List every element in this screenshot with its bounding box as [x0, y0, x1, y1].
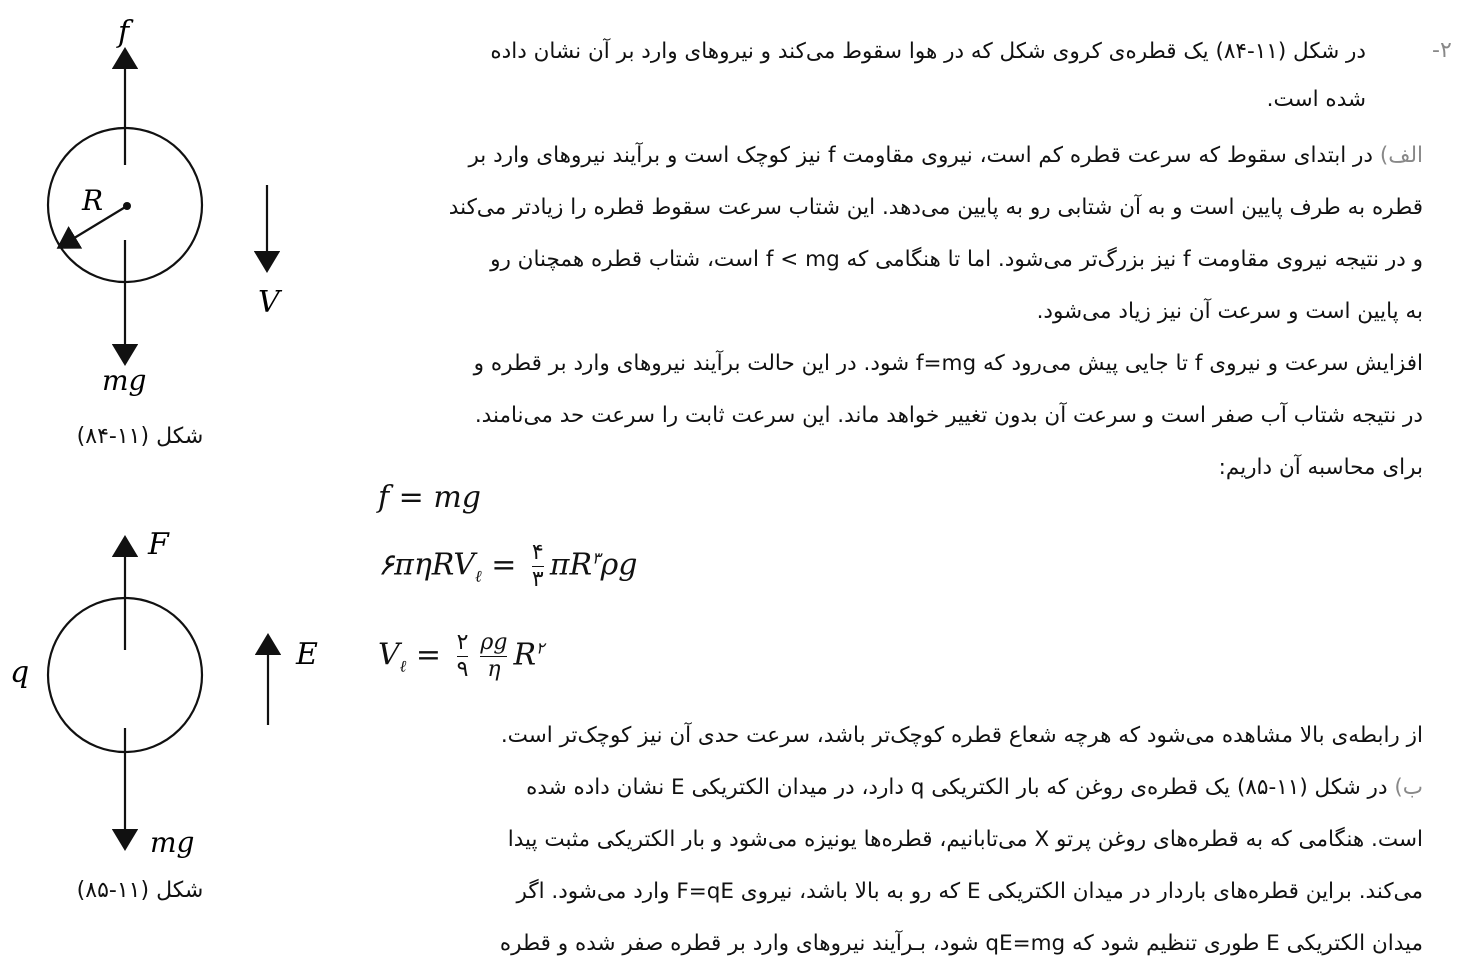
figure-85	[0, 520, 340, 920]
part-a-line-7: برای محاسبه آن داریم:	[1218, 455, 1423, 480]
part-b-line-2: است. هنگامی که به قطره‌های روغن پرتو X می‌تابانیم، قطره‌ها یونیزه می‌شود و بار الکتریکی مثبت پیدا	[507, 827, 1423, 852]
part-a-line-5: افزایش سرعت و نیروی f تا جایی پیش می‌رود که f=mg شود. در این حالت برآیند نیروهای وارد بر قطره و	[473, 351, 1423, 376]
eq2-sub: ℓ	[475, 566, 482, 586]
label-f: f	[118, 15, 130, 50]
eq3-sub: ℓ	[399, 656, 407, 676]
label-V: V	[258, 285, 280, 320]
part-a-line-1-text: در ابتدای سقوط که سرعت قطره کم است، نیروی مقاومت f نیز کوچک است و برآیند نیروهای وارد بر	[468, 143, 1373, 168]
eq2-tail: ρg	[600, 547, 638, 583]
eq3-equals: =	[415, 637, 442, 673]
equation-3	[378, 630, 545, 683]
eq3-right: R	[513, 637, 537, 673]
eq2-num: ۴	[531, 540, 544, 565]
eq3-num2: ρg	[480, 630, 508, 655]
part-a-line-1	[333, 130, 1423, 182]
part-b-line-1-text: در شکل (۱۱-۸۵) یک قطره‌ی روغن که بار الکتریکی q دارد، در میدان الکتریکی E نشان داده شده	[526, 775, 1388, 800]
figure-84	[0, 0, 320, 460]
part-a-line-6: در نتیجه شتاب آب صفر است و سرعت آن بدون تغییر خواهد ماند. این سرعت ثابت را سرعت حد می‌نامند.	[474, 403, 1423, 428]
intro-line-2: شده است.	[1266, 87, 1366, 112]
eq3-den1: ۹	[456, 657, 469, 682]
eq3-fraction-1	[457, 630, 469, 683]
part-a-paragraph	[333, 130, 1423, 494]
part-b-line-1	[373, 762, 1423, 814]
intro-paragraph	[326, 28, 1366, 124]
figure-85-caption: شکل (۱۱-۸۵)	[76, 878, 204, 903]
after-eq-line: از رابطه‌ی بالا مشاهده می‌شود که هرچه شعاع قطره کوچک‌تر باشد، سرعت حدی آن نیز کوچک‌تر است.	[500, 723, 1423, 748]
figure-84-diagram	[0, 0, 320, 460]
eq3-left: V	[378, 637, 400, 673]
equation-2	[378, 540, 637, 593]
eq3-den2: η	[480, 656, 507, 683]
part-a-label: الف)	[1379, 143, 1423, 168]
equation-1: f = mg	[378, 480, 481, 515]
part-a-line-2: قطره به طرف پایین است و به آن شتابی رو به پایین می‌دهد. این شتاب سرعت سقوط قطره را زیادتر می‌کند	[448, 195, 1423, 220]
part-a-line-4: به پایین است و سرعت آن نیز زیاد می‌شود.	[1036, 299, 1423, 324]
label-E: E	[296, 637, 318, 672]
part-a-line-3: و در نتیجه نیروی مقاومت f نیز بزرگ‌تر می‌شود. اما تا هنگامی که f < mg است، شتاب قطره همچنان رو	[490, 247, 1423, 272]
eq2-right: πR	[549, 547, 593, 583]
eq3-fraction-2	[480, 630, 507, 683]
intro-line-1: در شکل (۱۱-۸۴) یک قطره‌ی کروی شکل که در هوا سقوط می‌کند و نیروهای وارد بر آن نشان داده	[490, 39, 1366, 64]
eq2-fraction	[532, 540, 544, 593]
eq3-num1: ۲	[456, 630, 469, 655]
label-F: F	[148, 527, 169, 562]
eq2-den: ۳	[531, 567, 544, 592]
part-b-label: ب)	[1394, 775, 1423, 800]
label-mg: mg	[102, 364, 147, 397]
eq2-left: ۶πηRV	[378, 547, 475, 583]
figure-85-diagram	[0, 520, 340, 920]
figure-84-caption: شکل (۱۱-۸۴)	[76, 424, 204, 449]
part-b-line-3: می‌کند. براین قطره‌های باردار در میدان الکتریکی E که رو به بالا باشد، نیروی F=qE وارد می‌شود. اگر	[516, 879, 1423, 904]
part-b-line-4: میدان الکتریکی E طوری تنظیم شود که qE=mg شود، بـرآیند نیروهای وارد بر قطره صفر شده و قطره	[499, 931, 1423, 956]
label-mg-85: mg	[150, 826, 195, 859]
part-b-paragraph	[373, 710, 1423, 970]
label-R: R	[82, 184, 104, 217]
eq2-equals: =	[491, 547, 517, 583]
eq2-sup: ۳	[592, 548, 601, 568]
label-q: q	[10, 655, 30, 690]
problem-number: ۲-	[1432, 38, 1452, 63]
eq3-sup: ۲	[536, 638, 545, 658]
